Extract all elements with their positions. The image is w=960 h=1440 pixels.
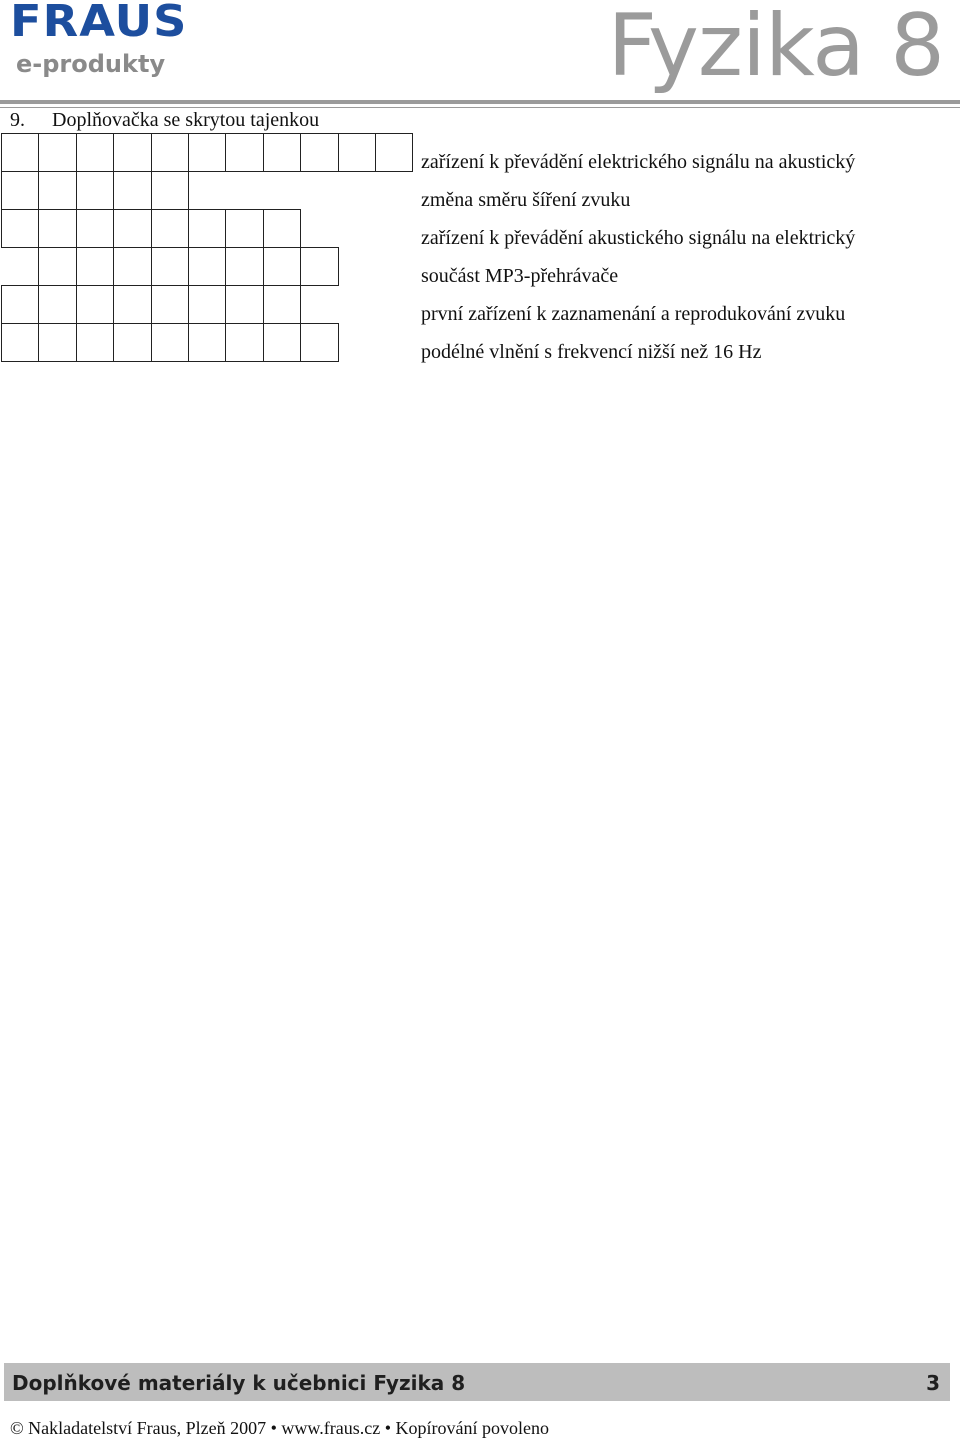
crossword-cell[interactable] (225, 209, 263, 248)
crossword-cell[interactable] (1, 133, 39, 172)
crossword-cell[interactable] (38, 209, 76, 248)
footer-bar (4, 1363, 950, 1401)
crossword-cell[interactable] (263, 247, 301, 286)
book-title: Fyzika 8 (607, 0, 944, 96)
task-heading (10, 107, 319, 133)
task-title: Doplňovačka se skrytou tajenkou (52, 109, 320, 131)
crossword-cell[interactable] (76, 209, 114, 248)
clue-item: zařízení k převádění akustického signálu na elektrický (421, 227, 856, 249)
crossword-cell[interactable] (76, 285, 114, 324)
crossword-cell[interactable] (188, 133, 226, 172)
crossword-cell[interactable] (300, 323, 338, 362)
crossword-cell[interactable] (151, 285, 189, 324)
crossword-cell[interactable] (113, 285, 151, 324)
clue-item: změna směru šíření zvuku (421, 189, 631, 211)
crossword-cell[interactable] (113, 209, 151, 248)
crossword-cell[interactable] (188, 247, 226, 286)
crossword-cell[interactable] (263, 209, 301, 248)
footer-title: Doplňkové materiály k učebnici Fyzika 8 (12, 1371, 466, 1395)
crossword-cell[interactable] (263, 323, 301, 362)
crossword-cell[interactable] (263, 133, 301, 172)
crossword-cell[interactable] (151, 171, 189, 210)
crossword-cell[interactable] (113, 171, 151, 210)
fraus-logo: FRAUS (10, 0, 188, 47)
crossword-cell[interactable] (225, 285, 263, 324)
crossword-cell[interactable] (338, 133, 376, 172)
crossword-cell[interactable] (76, 171, 114, 210)
crossword-cell[interactable] (188, 285, 226, 324)
crossword-cell[interactable] (76, 323, 114, 362)
clue-item: zařízení k převádění elektrického signálu na akustický (421, 151, 856, 173)
task-number: 9. (10, 109, 25, 131)
crossword-cell[interactable] (38, 323, 76, 362)
crossword-cell[interactable] (151, 323, 189, 362)
crossword-cell[interactable] (38, 247, 76, 286)
crossword-cell[interactable] (188, 323, 226, 362)
crossword-cell[interactable] (38, 171, 76, 210)
crossword-cell[interactable] (1, 171, 39, 210)
crossword-cell[interactable] (113, 247, 151, 286)
crossword-cell[interactable] (1, 209, 39, 248)
page-number: 3 (926, 1371, 940, 1395)
crossword-cell[interactable] (151, 133, 189, 172)
crossword-cell[interactable] (38, 285, 76, 324)
crossword-cell[interactable] (188, 209, 226, 248)
crossword-cell[interactable] (1, 285, 39, 324)
crossword-cell[interactable] (113, 133, 151, 172)
crossword-cell[interactable] (300, 133, 338, 172)
crossword-cell[interactable] (76, 247, 114, 286)
crossword-cell[interactable] (300, 247, 338, 286)
e-produkty-logo: e-produkty (16, 50, 166, 78)
crossword-cell[interactable] (1, 323, 39, 362)
crossword-cell[interactable] (225, 133, 263, 172)
crossword-cell[interactable] (151, 247, 189, 286)
crossword-cell[interactable] (263, 285, 301, 324)
crossword-cell[interactable] (151, 209, 189, 248)
clue-list (421, 143, 855, 371)
crossword-cell[interactable] (375, 133, 413, 172)
crossword-cell[interactable] (76, 133, 114, 172)
crossword-cell[interactable] (38, 133, 76, 172)
copyright-line: © Nakladatelství Fraus, Plzeň 2007 • www.fraus.cz • Kopírování povoleno (10, 1418, 549, 1438)
clue-item: součást MP3-přehrávače (421, 265, 619, 287)
crossword-cell[interactable] (225, 247, 263, 286)
crossword-cell[interactable] (225, 323, 263, 362)
header-divider (0, 100, 960, 104)
clue-item: první zařízení k zaznamenání a reprodukování zvuku (421, 303, 846, 325)
crossword-cell[interactable] (113, 323, 151, 362)
clue-item: podélné vlnění s frekvencí nižší než 16 Hz (421, 341, 762, 363)
